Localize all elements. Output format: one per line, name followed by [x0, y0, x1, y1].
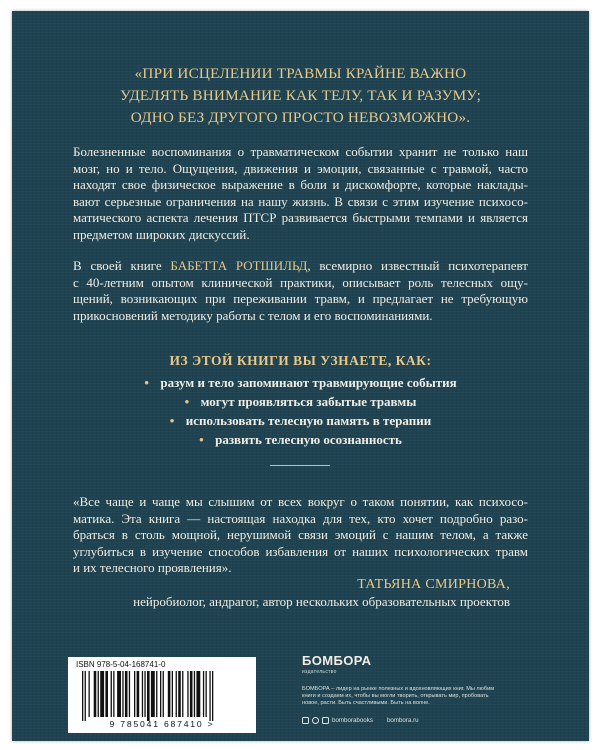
telegram-icon — [312, 717, 319, 724]
reviewer-title: нейробиолог, андрагог, автор нескольких образовательных проектов — [133, 594, 510, 609]
intro-line: мозг, но и тело. Ощущения, движения и эмоции, связанные с травмой, часто — [73, 160, 528, 176]
publisher-site: bombora.ru — [386, 716, 419, 724]
intro-line: матического аспекта лечения ПТСР развивается быстрыми темпами и является — [73, 210, 528, 226]
learn-section — [12, 351, 589, 449]
review-paragraph — [73, 494, 528, 577]
quote-line: «ПРИ ИСЦЕЛЕНИИ ТРАВМЫ КРАЙНЕ ВАЖНО — [134, 65, 467, 82]
learn-item-text: разум и тело запоминают травмирующие события — [160, 375, 457, 390]
book-back-cover — [12, 11, 589, 741]
learn-item-text: использовать телесную память в терапии — [185, 413, 432, 428]
review-line: браться в столь мощной, нерушимой связи эмоций с нашим телом, а также — [73, 527, 528, 543]
about-line: щений, возникающих при переживании травм, и предлагает не требующую — [73, 291, 528, 307]
learn-item-text: развить телесную осознанность — [215, 432, 402, 447]
intro-line: находят свое физическое выражение в боли и дискомфорте, которые наклады- — [73, 177, 528, 193]
author-name: БАБЕТТА РОТШИЛЬД — [170, 258, 308, 273]
review-line: матика. Эта книга — настоящая находка для тех, кто хочет подробно разо- — [73, 510, 528, 526]
publisher-social: bomborabooks — [332, 716, 373, 724]
learn-item — [12, 373, 589, 392]
intro-line: вают серьезные ограничения на нашу жизнь. В связи с этим изучение психосо- — [73, 193, 528, 209]
about-paragraph — [73, 258, 528, 324]
reviewer-name: ТАТЬЯНА СМИРНОВА, — [357, 577, 510, 592]
about-prefix: В своей книге — [73, 258, 171, 273]
intro-line: Болезненные воспоминания о травматическом событии хранит не только наш — [73, 144, 528, 159]
learn-item — [12, 430, 589, 449]
barcode-digits: 9 785041 687410 > — [109, 719, 215, 729]
learn-list — [12, 373, 589, 449]
learn-item-text: могут проявляться забытые травмы — [200, 394, 417, 409]
bullet-icon: • — [199, 432, 204, 447]
section-divider — [270, 465, 330, 466]
about-line — [73, 258, 528, 275]
bullet-icon: • — [144, 375, 149, 390]
intro-paragraph — [73, 144, 528, 244]
intro-line: предметом широких дискуссий. — [73, 226, 250, 242]
quote-line: ОДНО БЕЗ ДРУГОГО ПРОСТО НЕВОЗМОЖНО». — [130, 109, 471, 126]
publisher-description: БОМБОРА – лидер на рынке полезных и вдохновляющих книг. Мы любим книги и создаем их, чтобы вы могли творить, открывать мир, пробовать новое, расти. Быть счастливыми. Быть на волне. — [302, 686, 495, 707]
review-line: «Все чаще и чаще мы слышим от всех вокруг о таком понятии, как психосо- — [73, 494, 528, 509]
about-line: с 40-летним опытом клинической практики, описывает роль телесных ощу- — [73, 274, 528, 290]
isbn-number: ISBN 978-5-04-168741-0 — [76, 660, 166, 669]
learn-item — [12, 411, 589, 430]
publisher-links — [302, 717, 552, 724]
learn-title: ИЗ ЭТОЙ КНИГИ ВЫ УЗНАЕТЕ, КАК: — [169, 353, 432, 368]
publisher-logo-sub: издательство — [302, 669, 337, 675]
barcode-block — [68, 657, 256, 733]
headline-quote — [52, 63, 549, 129]
review-line: и их телесного проявления». — [73, 560, 232, 576]
learn-item — [12, 392, 589, 411]
vk-icon — [302, 717, 309, 724]
bullet-icon: • — [184, 394, 190, 409]
bullet-icon: • — [169, 413, 175, 428]
review-line: углубиться в изучение способов избавления от наших психологических травм — [73, 543, 528, 559]
publisher-logo: БОМБОРА — [302, 653, 372, 668]
about-suffix: , всемирно известный психотерапевт — [307, 258, 528, 273]
publisher-block — [302, 654, 552, 724]
about-line: прикосновений методику работы с телом и его воспоминаниями. — [73, 307, 433, 323]
instagram-icon — [322, 717, 329, 724]
quote-line: УДЕЛЯТЬ ВНИМАНИЕ КАК ТЕЛУ, ТАК И РАЗУМУ; — [119, 87, 482, 104]
reviewer — [133, 576, 510, 610]
